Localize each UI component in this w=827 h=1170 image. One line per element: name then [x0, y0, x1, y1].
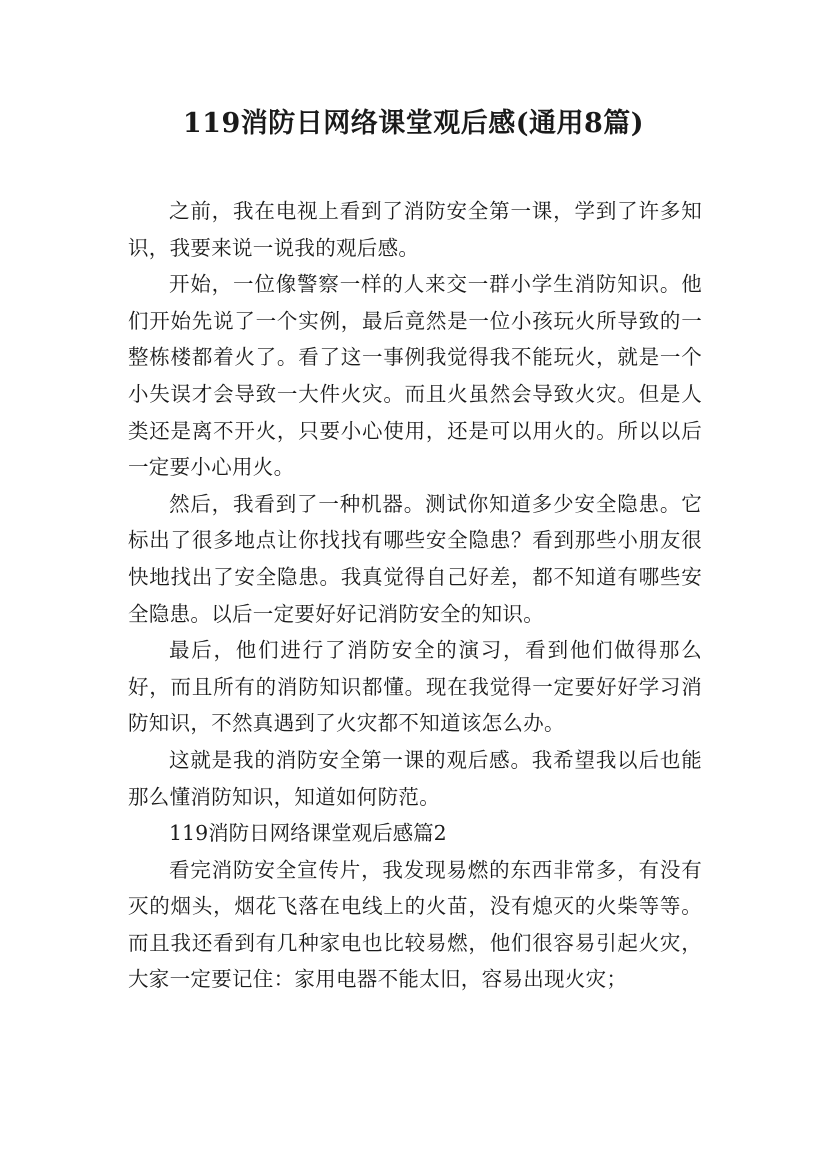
paragraph-1: 之前，我在电视上看到了消防安全第一课，学到了许多知识，我要来说一说我的观后感。 [128, 199, 702, 260]
paragraph-4: 最后，他们进行了消防安全的演习，看到他们做得那么好，而且所有的消防知识都懂。现在我觉得一定要好好学习消防知识，不然真遇到了火灾都不知道该怎么办。 [128, 638, 702, 736]
paragraph-5: 这就是我的消防安全第一课的观后感。我希望我以后也能那么懂消防知识，知道如何防范。 [128, 747, 702, 809]
paragraph-3: 然后，我看到了一种机器。测试你知道多少安全隐患。它标出了很多地点让你找找有哪些安全隐患？看到那些小朋友很快地找出了安全隐患。我真觉得自己好差，都不知道有哪些安全隐患。以后一定要好好记消防安全的知识。 [128, 491, 702, 626]
section-2-heading: 119消防日网络课堂观后感篇2 [169, 821, 447, 846]
section-2-paragraph-1: 看完消防安全宣传片，我发现易燃的东西非常多，有没有灭的烟头，烟花飞落在电线上的火苗，没有熄灭的火柴等等。而且我还看到有几种家电也比较易燃，他们很容易引起火灾，大家一定要记住：家用电器不能太旧，容易出现火灾； [128, 857, 702, 992]
document-body [128, 193, 702, 998]
document-title: 119消防日网络课堂观后感(通用8篇) [182, 108, 645, 139]
paragraph-2: 开始，一位像警察一样的人来交一群小学生消防知识。他们开始先说了一个实例，最后竟然是一位小孩玩火所导致的一整栋楼都着火了。看了这一事例我觉得我不能玩火，就是一个小失误才会导致一大件火灾。而且火虽然会导致火灾。但是人类还是离不开火，只要小心使用，还是可以用火的。所以以后一定要小心用火。 [128, 272, 702, 480]
